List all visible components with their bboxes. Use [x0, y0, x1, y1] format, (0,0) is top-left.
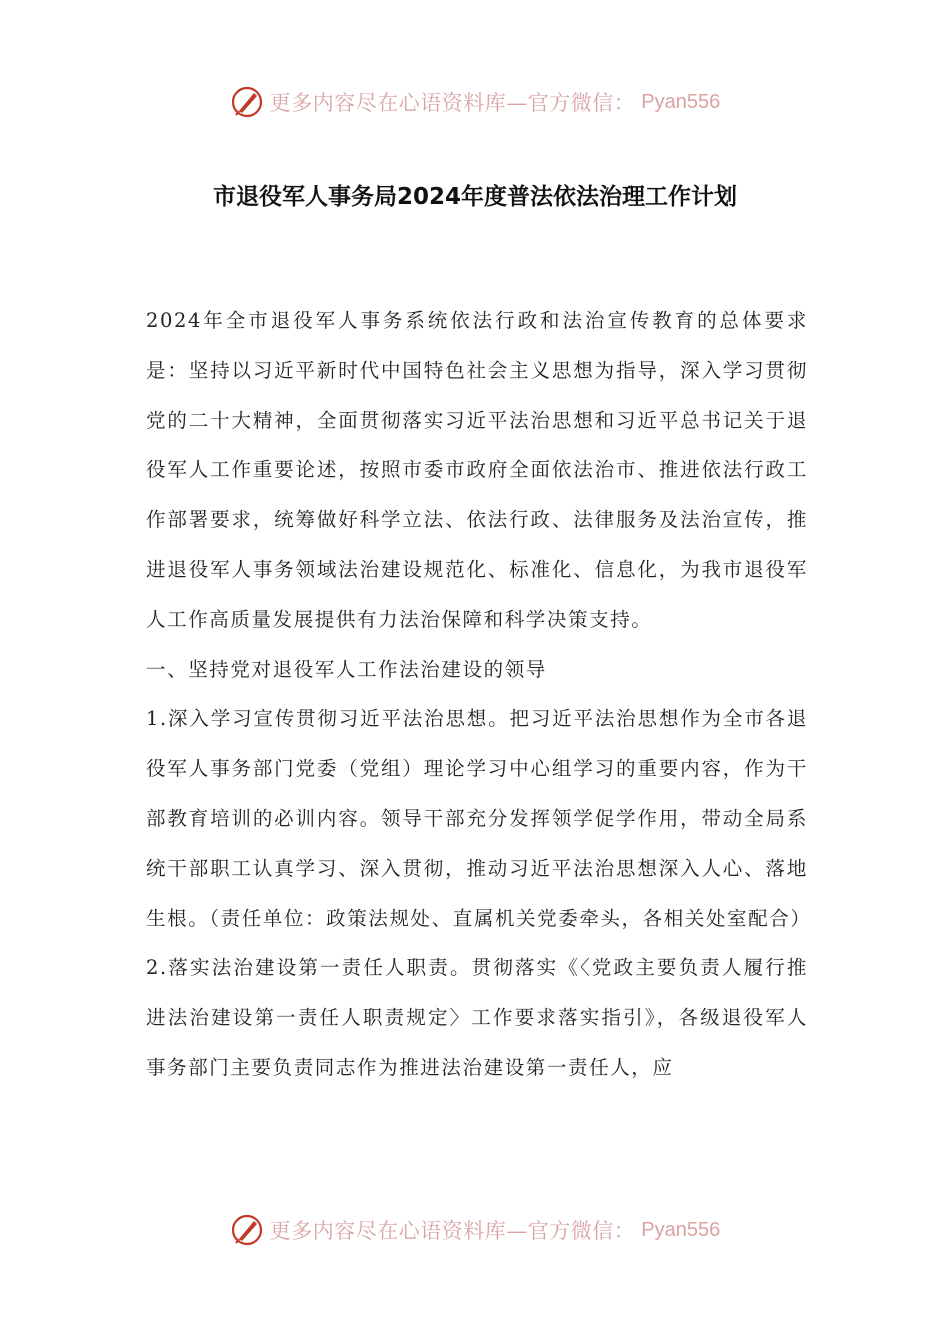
watermark-wechat-id: Pyan556 [641, 1218, 721, 1241]
paragraph-item-2: 2.落实法治建设第一责任人职责。贯彻落实《〈党政主要负责人履行推进法治建设第一责任人职责规定〉工作要求落实指引》，各级退役军人事务部门主要负责同志作为推进法治建设第一责任人，应 [146, 956, 808, 1079]
watermark-text: 更多内容尽在心语资料库—官方微信： [269, 91, 636, 115]
section-heading-1: 一、坚持党对退役军人工作法治建设的领导 [146, 657, 547, 681]
document-body [146, 296, 812, 1093]
paragraph-item-1: 1.深入学习宣传贯彻习近平法治思想。把习近平法治思想作为全市各退役军人事务部门党委（党组）理论学习中心组学习的重要内容，作为干部教育培训的必训内容。领导干部充分发挥领学促学作用，带动全局系统干部职工认真学习、深入贯彻，推动习近平法治思想深入人心、落地生根。（责任单位：政策法规处、直属机关党委牵头，各相关处室配合） [146, 707, 812, 930]
quill-pen-icon [230, 1213, 264, 1247]
watermark-wechat-id: Pyan556 [641, 90, 721, 113]
watermark-text: 更多内容尽在心语资料库—官方微信： [269, 1219, 636, 1243]
quill-pen-icon [230, 85, 264, 119]
watermark-header [0, 82, 950, 122]
document-title: 市退役军人事务局2024年度普法依法治理工作计划 [212, 184, 737, 210]
watermark-footer [0, 1210, 950, 1250]
paragraph-intro: 2024年全市退役军人事务系统依法行政和法治宣传教育的总体要求是：坚持以习近平新时代中国特色社会主义思想为指导，深入学习贯彻党的二十大精神，全面贯彻落实习近平法治思想和习近平总书记关于退役军人工作重要论述，按照市委市政府全面依法治市、推进依法行政工作部署要求，统筹做好科学立法、依法行政、法律服务及法治宣传，推进退役军人事务领域法治建设规范化、标准化、信息化，为我市退役军人工作高质量发展提供有力法治保障和科学决策支持。 [146, 309, 808, 631]
